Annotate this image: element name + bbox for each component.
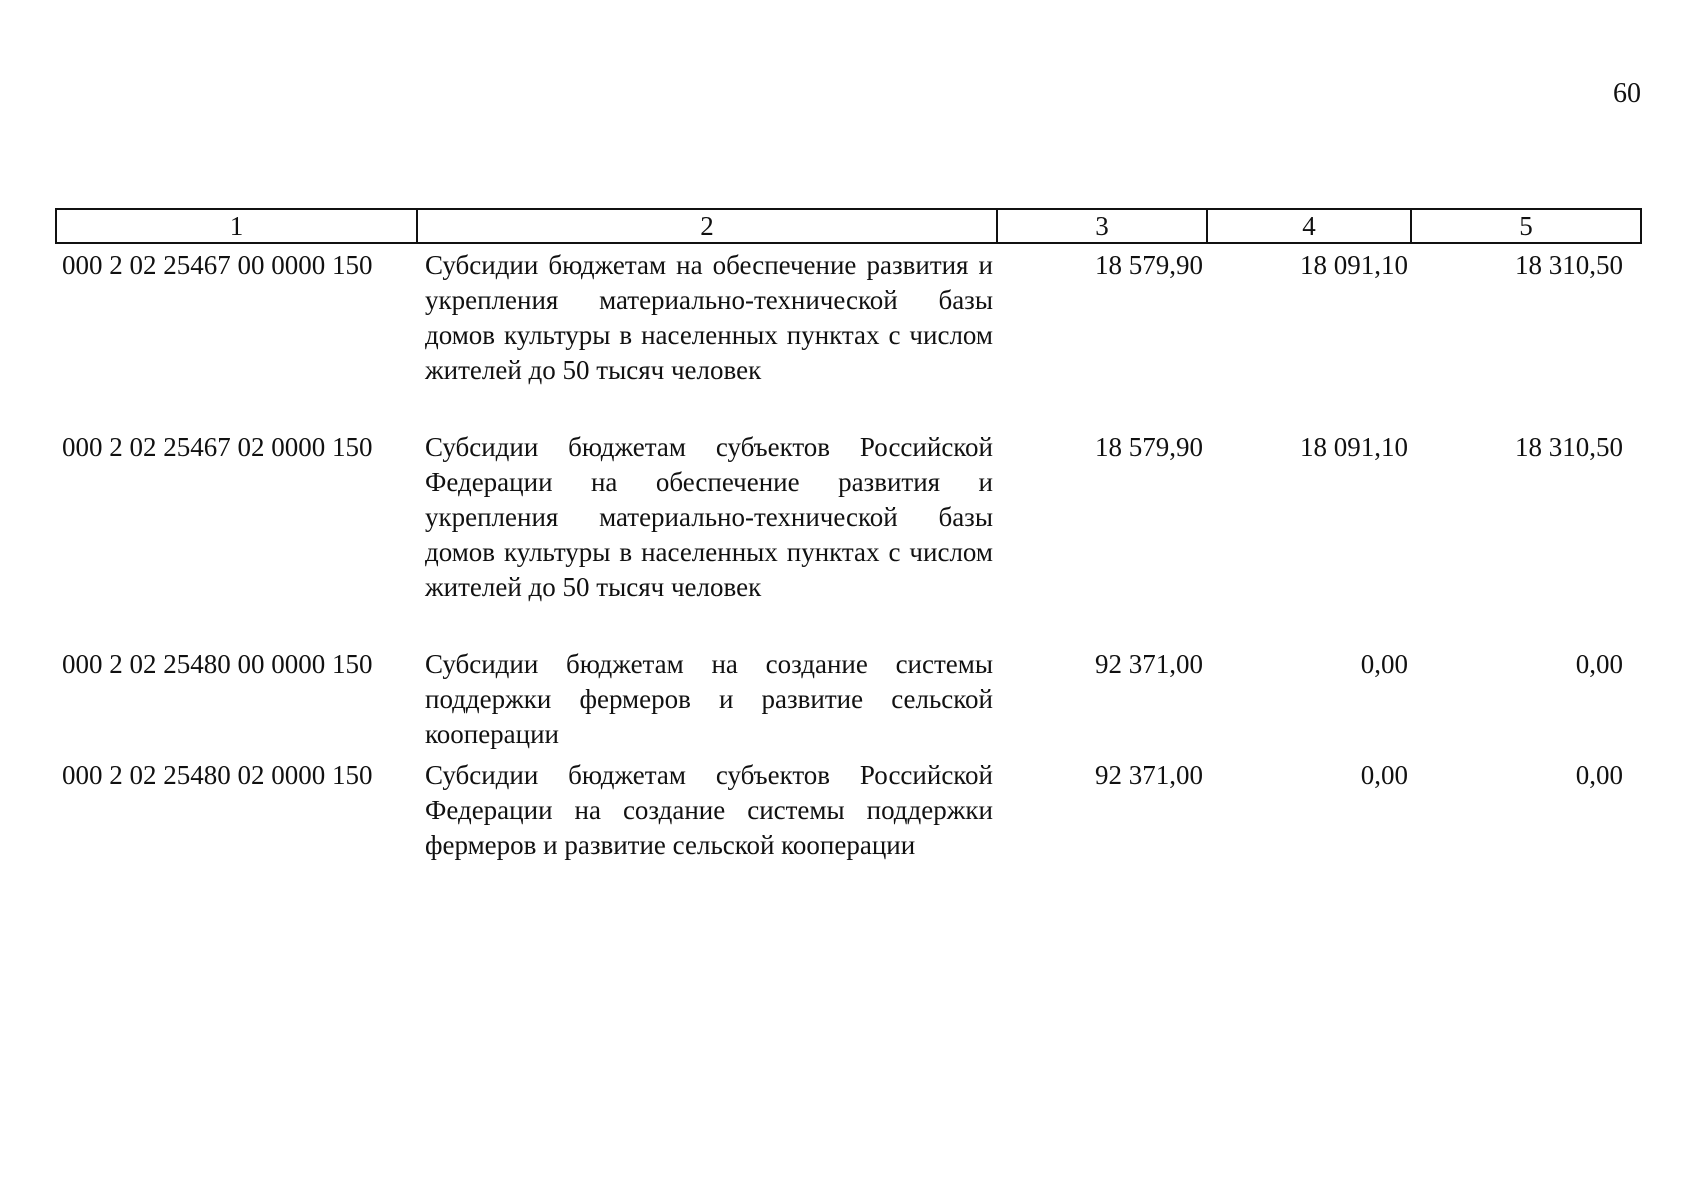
- amount-col4-cell: 0,00: [1360, 649, 1408, 679]
- budget-table: [55, 208, 1642, 863]
- table-row: [56, 426, 1641, 643]
- amount-col4-cell: 18 091,10: [1300, 250, 1408, 280]
- table-row: [56, 643, 1641, 754]
- description-cell: Субсидии бюджетам на обеспечение развития и укрепления материально-технической базы домов культуры в населенных пунктах с числом жителей до 50 тысяч человек: [425, 250, 993, 385]
- table-header: [56, 209, 1641, 243]
- description-cell: Субсидии бюджетам субъектов Российской Федерации на создание системы поддержки фермеров и развитие сельской кооперации: [425, 760, 993, 860]
- column-header-3: 3: [997, 209, 1207, 243]
- column-header-2: 2: [417, 209, 997, 243]
- column-header-4: 4: [1207, 209, 1411, 243]
- amount-col5-cell: 0,00: [1575, 760, 1623, 790]
- amount-col3-cell: 92 371,00: [1095, 760, 1203, 790]
- amount-col3-cell: 18 579,90: [1095, 432, 1203, 462]
- amount-col5-cell: 0,00: [1575, 649, 1623, 679]
- budget-code-cell: 000 2 02 25467 00 0000 150: [62, 250, 373, 280]
- column-header-5: 5: [1411, 209, 1641, 243]
- table-body: [56, 243, 1641, 863]
- table-row: [56, 754, 1641, 863]
- budget-code-cell: 000 2 02 25480 00 0000 150: [62, 649, 373, 679]
- amount-col5-cell: 18 310,50: [1515, 432, 1623, 462]
- amount-col5-cell: 18 310,50: [1515, 250, 1623, 280]
- column-header-1: 1: [56, 209, 417, 243]
- amount-col4-cell: 0,00: [1360, 760, 1408, 790]
- amount-col3-cell: 92 371,00: [1095, 649, 1203, 679]
- budget-code-cell: 000 2 02 25480 02 0000 150: [62, 760, 373, 790]
- budget-table-container: [55, 208, 1640, 863]
- amount-col3-cell: 18 579,90: [1095, 250, 1203, 280]
- description-cell: Субсидии бюджетам на создание системы поддержки фермеров и развитие сельской кооперации: [425, 649, 993, 749]
- table-row: [56, 243, 1641, 426]
- amount-col4-cell: 18 091,10: [1300, 432, 1408, 462]
- budget-code-cell: 000 2 02 25467 02 0000 150: [62, 432, 373, 462]
- page-number: 60: [1613, 78, 1641, 109]
- description-cell: Субсидии бюджетам субъектов Российской Федерации на обеспечение развития и укрепления материально-технической базы домов культуры в населенных пунктах с числом жителей до 50 тысяч человек: [425, 432, 993, 602]
- header-row: [56, 209, 1641, 243]
